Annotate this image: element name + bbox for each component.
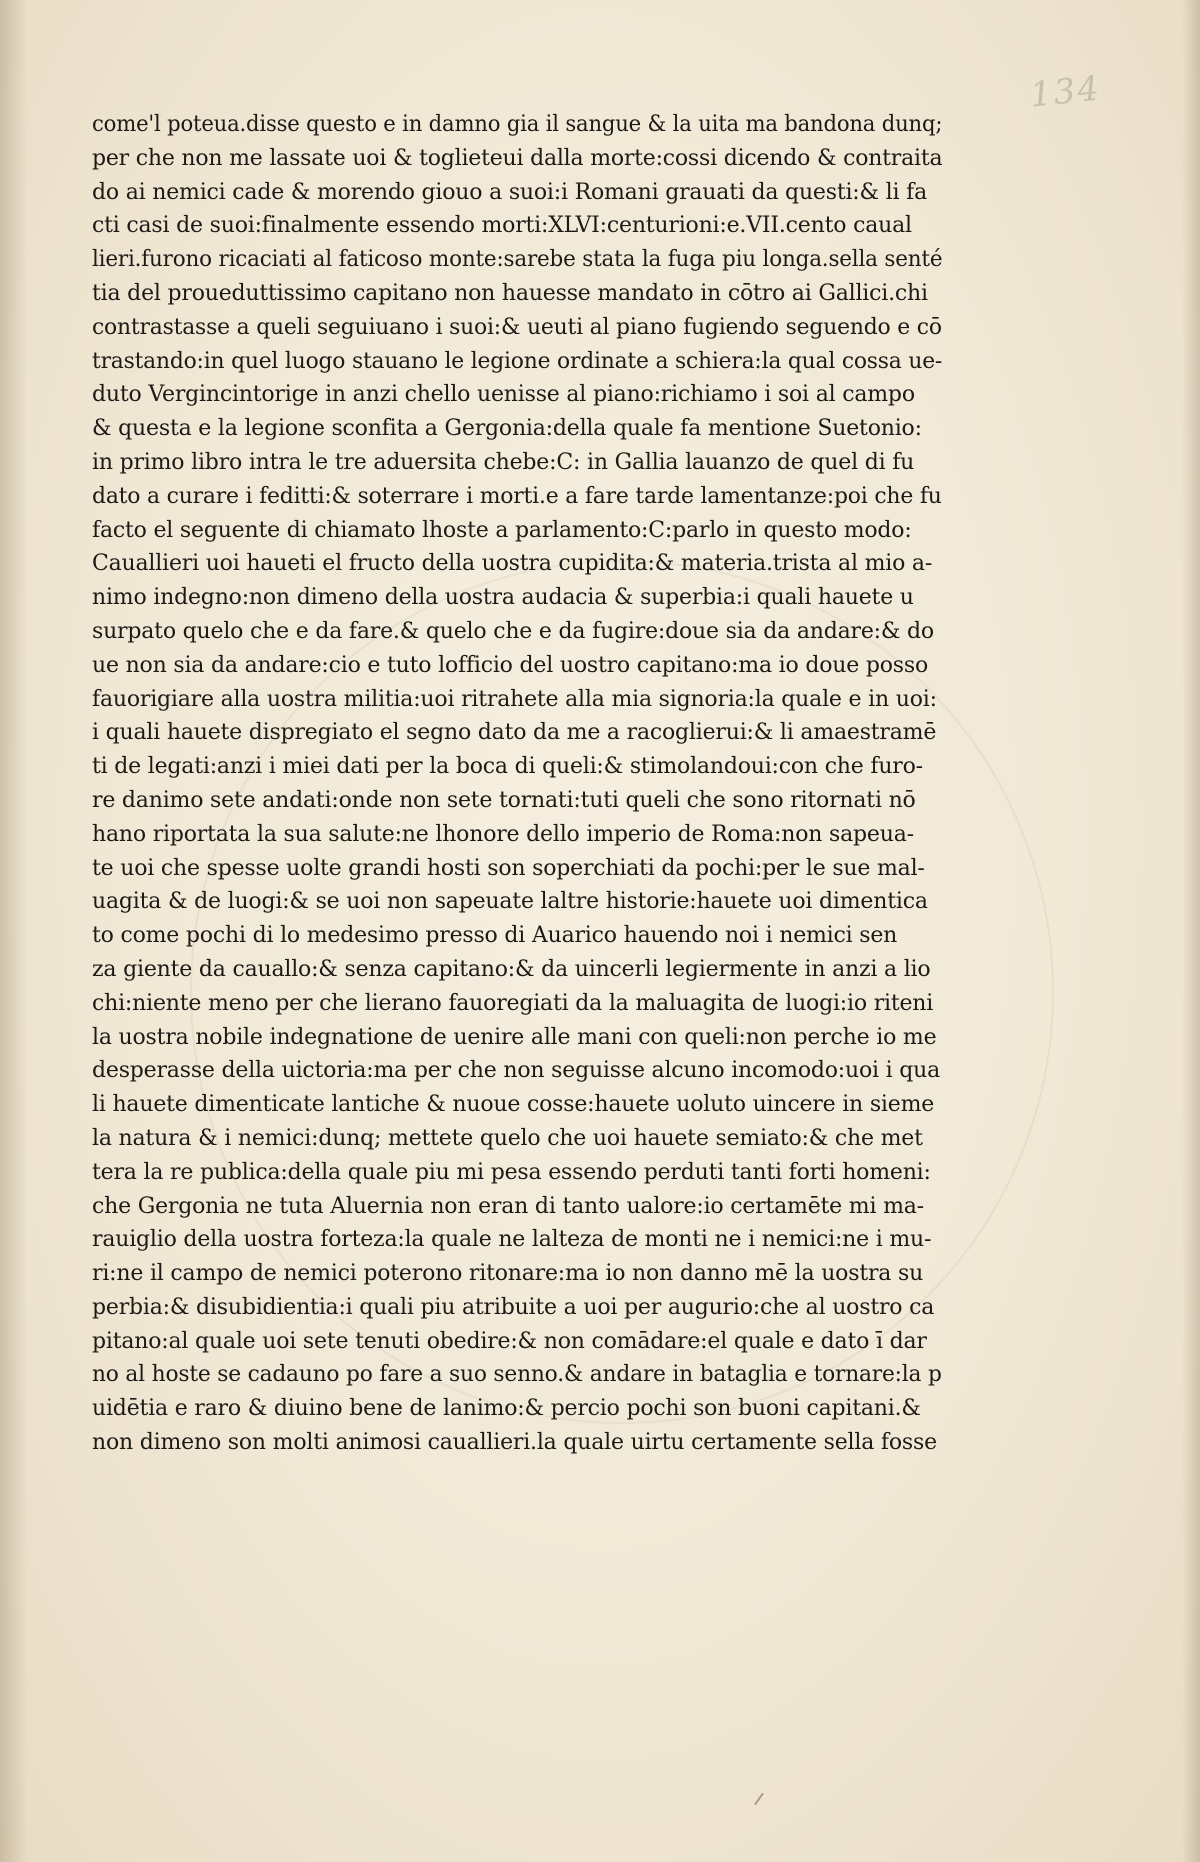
text-line: fauorigiare alla uostra militia:uoi ritrahete alla mia signoria:la quale e in uoi: <box>92 686 937 712</box>
text-line: to come pochi di lo medesimo presso di Auarico hauendo noi i nemici sen <box>92 923 898 949</box>
text-line: re danimo sete andati:onde non sete tornati:tuti queli che sono ritornati nō <box>92 787 916 813</box>
text-line: ri:ne il campo de nemici poterono ritonare:ma io non danno mē la uostra su <box>92 1261 924 1287</box>
page-edge-shadow <box>1182 0 1200 1862</box>
text-line: facto el seguente di chiamato lhoste a parlamento:C:parlo in questo modo: <box>92 517 912 543</box>
text-line: dato a curare i feditti:& soterrare i morti.e a fare tarde lamentanze:poi che fu <box>92 483 942 509</box>
text-line: desperasse della uictoria:ma per che non seguisse alcuno incomodo:uoi i qua <box>92 1058 941 1084</box>
text-line: te uoi che spesse uolte grandi hosti son soperchiati da pochi:per le sue mal- <box>92 855 925 881</box>
spine-shadow <box>0 0 28 1862</box>
text-line: do ai nemici cade & morendo giouo a suoi:i Romani grauati da questi:& li fa <box>92 179 928 205</box>
text-line: nimo indegno:non dimeno della uostra audacia & superbia:i quali hauete u <box>92 585 914 611</box>
text-line: la uostra nobile indegnatione de uenire alle mani con queli:non perche io me <box>92 1024 937 1050</box>
text-line: tera la re publica:della quale piu mi pesa essendo perduti tanti forti homeni: <box>92 1159 931 1185</box>
text-line: & questa e la legione sconfita a Gergonia:della quale fa mentione Suetonio: <box>92 416 922 442</box>
text-line: tia del proueduttissimo capitano non hauesse mandato in cōtro ai Gallici.chi <box>92 280 928 306</box>
text-line: no al hoste se cadauno po fare a suo senno.& andare in bataglia e tornare:la p <box>92 1362 942 1388</box>
text-line: rauiglio della uostra forteza:la quale ne lalteza de monti ne i nemici:ne i mu- <box>92 1227 932 1253</box>
text-line: duto Vergincintorige in anzi chello uenisse al piano:richiamo i soi al campo <box>92 382 915 408</box>
text-line: i quali hauete dispregiato el segno dato da me a racoglierui:& li amaestramē <box>92 720 937 746</box>
text-column <box>92 108 942 1460</box>
text-line: surpato quelo che e da fare.& quelo che e da fugire:doue sia da andare:& do <box>92 618 934 644</box>
text-line: cti casi de suoi:finalmente essendo morti:XLVI:centurioni:e.VII.cento caual <box>92 213 912 239</box>
text-line: pitano:al quale uoi sete tenuti obedire:& non comādare:el quale e dato ī dar <box>92 1328 927 1354</box>
text-line: trastando:in quel luogo stauano le legione ordinate a schiera:la qual cossa ue- <box>92 348 943 374</box>
text-line: Cauallieri uoi haueti el fructo della uostra cupidita:& materia.trista al mio a- <box>92 551 933 577</box>
text-line: la natura & i nemici:dunq; mettete quelo che uoi hauete semiato:& che met <box>92 1125 923 1151</box>
text-line: perbia:& disubidientia:i quali piu atribuite a uoi per augurio:che al uostro ca <box>92 1294 935 1320</box>
paper-mark <box>754 1793 764 1806</box>
text-line: lieri.furono ricaciati al faticoso monte:sarebe stata la fuga piu longa.sella senté <box>92 247 943 273</box>
text-line: chi:niente meno per che lierano fauoregiati da la maluagita de luogi:io riteni <box>92 990 934 1016</box>
text-line: za giente da cauallo:& senza capitano:& da uincerli legiermente in anzi a lio <box>92 956 931 982</box>
text-line: li hauete dimenticate lantiche & nuoue cosse:hauete uoluto uincere in sieme <box>92 1092 935 1118</box>
text-line: in primo libro intra le tre aduersita chebe:C: in Gallia lauanzo de quel di fu <box>92 449 915 475</box>
folio-number: 134 <box>1028 68 1103 116</box>
text-line: per che non me lassate uoi & toglieteui dalla morte:cossi dicendo & contraita <box>92 145 943 171</box>
text-line: ue non sia da andare:cio e tuto lofficio del uostro capitano:ma io doue posso <box>92 652 928 678</box>
text-line: che Gergonia ne tuta Aluernia non eran di tanto ualore:io certamēte mi ma- <box>92 1193 924 1219</box>
text-line: hano riportata la sua salute:ne lhonore dello imperio de Roma:non sapeua- <box>92 821 914 847</box>
text-line: non dimeno son molti animosi cauallieri.la quale uirtu certamente sella fosse <box>92 1430 937 1456</box>
text-line: uidētia e raro & diuino bene de lanimo:& percio pochi son buoni capitani.& <box>92 1396 921 1422</box>
text-line: ti de legati:anzi i miei dati per la boca di queli:& stimolandoui:con che furo- <box>92 754 923 780</box>
text-line: uagita & de luogi:& se uoi non sapeuate laltre historie:hauete uoi dimentica <box>92 889 928 915</box>
text-line: come'l poteua.disse questo e in damno gia il sangue & la uita ma bandona dunq; <box>92 112 943 137</box>
text-line: contrastasse a queli seguiuano i suoi:& ueuti al piano fugiendo seguendo e cō <box>92 314 942 340</box>
